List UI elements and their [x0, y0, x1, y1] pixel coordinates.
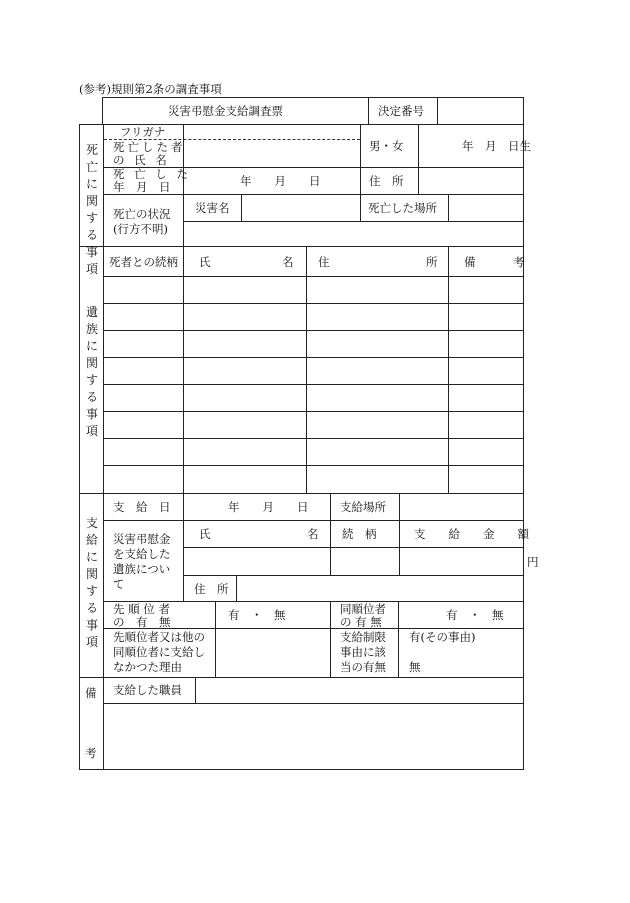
name-header-a: 氏 [199, 255, 211, 269]
furigana-field[interactable] [185, 126, 359, 138]
relation-header: 死者との続柄 [109, 255, 178, 269]
family-row[interactable] [104, 466, 524, 492]
note-header-a: 備 [464, 255, 476, 269]
family-row[interactable] [104, 331, 524, 357]
death-date-label-1: 死 亡 し た [113, 167, 191, 181]
disaster-name-label: 災害名 [195, 201, 230, 215]
remarks-field[interactable] [105, 705, 522, 768]
recipient-address-label: 住 所 [194, 582, 229, 596]
restriction-label-1: 支給制限 [340, 630, 386, 644]
recipient-name-header-a: 氏 [199, 527, 211, 541]
death-place-label: 死亡した場所 [368, 201, 437, 215]
pay-place-label: 支給場所 [340, 500, 386, 514]
death-status-field[interactable] [185, 223, 522, 245]
restriction-no-option[interactable]: 無 [409, 660, 421, 674]
staff-field[interactable] [197, 679, 522, 702]
decision-number-label: 決定番号 [378, 104, 424, 118]
family-row[interactable] [104, 385, 524, 411]
deceased-name-label-1: 死亡した者 [113, 140, 186, 154]
remarks-label-bottom: 考 [85, 746, 97, 760]
prior-label-1: 先 順 位 者 [113, 602, 170, 616]
recipient-name-field[interactable] [185, 549, 329, 574]
pay-date-label: 支 給 日 [113, 500, 171, 514]
prior-label-2: の 有 無 [113, 615, 171, 629]
pay-date-field[interactable]: 年 月 日 [228, 500, 309, 514]
amount-yen-unit: 円 [527, 555, 539, 569]
family-row[interactable] [104, 277, 524, 303]
form-title: 災害弔慰金支給調査票 [168, 104, 283, 118]
family-row[interactable] [104, 358, 524, 384]
reason-label-1: 先順位者又は他の [113, 630, 205, 644]
note-header-b: 考 [513, 255, 525, 269]
furigana-label: フリガナ [120, 125, 166, 139]
recipient-label-2: を支給した [113, 547, 171, 561]
family-row[interactable] [104, 304, 524, 330]
recipient-relation-field[interactable] [332, 549, 398, 574]
recipient-label-3: 遺族につい [113, 562, 171, 576]
restriction-yes-option[interactable]: 有(その事由) [409, 630, 476, 644]
reason-label-2: 同順位者に支給し [113, 645, 205, 659]
prior-exists-select[interactable]: 有 ・ 無 [228, 608, 286, 622]
reason-label-3: なかつた理由 [113, 660, 182, 674]
form-caption: (参考)規則第2条の調査事項 [79, 82, 222, 96]
death-date-label-2: 年 月 日 [113, 180, 171, 194]
death-section-label: 死 亡 に 関 す る 事 項 [85, 143, 98, 276]
address-header-a: 住 [318, 255, 330, 269]
address-header-b: 所 [426, 255, 438, 269]
family-row[interactable] [104, 412, 524, 438]
disaster-name-field[interactable] [243, 196, 359, 220]
recipient-relation-header: 続 柄 [342, 527, 377, 541]
restriction-label-3: 当の有無 [340, 660, 386, 674]
recipient-label-1: 災害弔慰金 [113, 532, 171, 546]
payment-section-label: 支 給 に 関 す る 事 項 [85, 516, 98, 649]
reason-field[interactable] [217, 630, 329, 676]
sex-select[interactable]: 男・女 [369, 139, 404, 153]
decision-number-field[interactable] [438, 98, 523, 124]
death-place-field[interactable] [450, 196, 522, 220]
deceased-name-label-2: の 氏 名 [113, 153, 170, 167]
death-status-label-1: 死亡の状況 [113, 207, 171, 221]
death-date-field[interactable]: 年 月 日 [240, 174, 321, 188]
family-section-label: 遺 族 に 関 す る 事 項 [85, 305, 98, 438]
name-header-b: 名 [282, 255, 294, 269]
remarks-label-top: 備 [85, 686, 97, 700]
recipient-address-field[interactable] [238, 577, 522, 600]
birth-date-field[interactable]: 年 月 日生 [462, 139, 531, 153]
same-rank-label-1: 同順位者 [340, 602, 386, 616]
recipient-label-4: て [113, 577, 125, 591]
restriction-label-2: 事由に該 [340, 645, 386, 659]
deceased-name-field[interactable] [185, 141, 359, 166]
same-rank-label-2: の 有 無 [340, 615, 382, 629]
amount-header: 支 給 金 額 [414, 527, 529, 541]
pay-place-field[interactable] [401, 495, 522, 519]
staff-label: 支給した職員 [113, 683, 182, 697]
same-rank-exists-select[interactable]: 有 ・ 無 [446, 608, 504, 622]
death-address-label: 住 所 [369, 174, 404, 188]
death-address-field[interactable] [420, 169, 522, 193]
amount-field[interactable] [401, 549, 521, 574]
recipient-name-header-b: 名 [307, 527, 319, 541]
death-status-label-2: (行方不明) [113, 222, 168, 236]
family-row[interactable] [104, 439, 524, 465]
